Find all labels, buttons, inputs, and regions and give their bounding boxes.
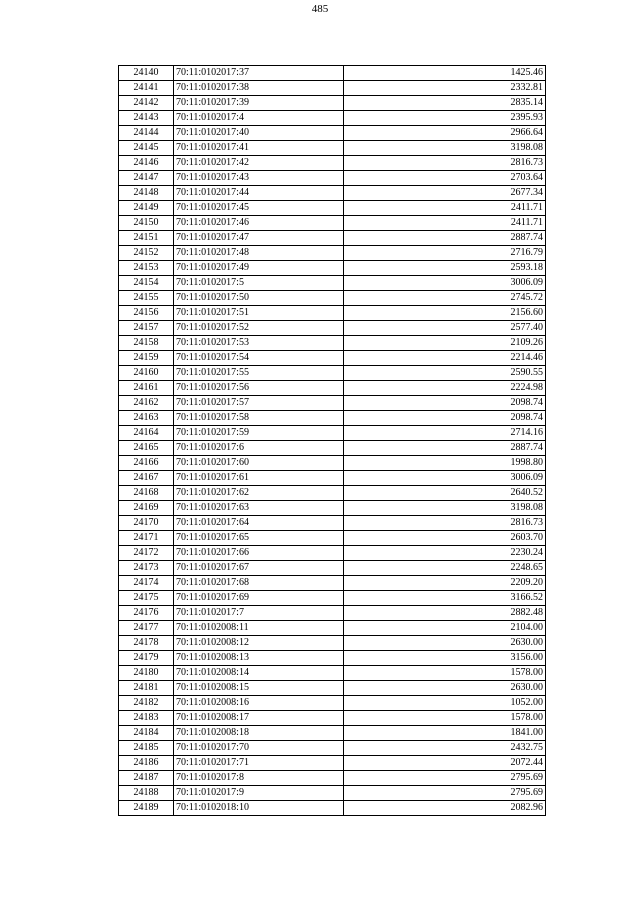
row-number: 24143: [119, 111, 174, 126]
row-number: 24183: [119, 711, 174, 726]
table-row: [119, 456, 546, 471]
table-row: [119, 141, 546, 156]
row-number: 24169: [119, 501, 174, 516]
cadastral-number: 70:11:0102017:58: [174, 411, 344, 426]
table-row: [119, 501, 546, 516]
cadastral-number: 70:11:0102017:70: [174, 741, 344, 756]
cadastral-value: 3198.08: [344, 141, 546, 156]
cadastral-value: 2703.64: [344, 171, 546, 186]
row-number: 24144: [119, 126, 174, 141]
cadastral-number: 70:11:0102017:62: [174, 486, 344, 501]
cadastral-value: 2882.48: [344, 606, 546, 621]
cadastral-value: 2411.71: [344, 216, 546, 231]
cadastral-number: 70:11:0102008:16: [174, 696, 344, 711]
table-row: [119, 201, 546, 216]
cadastral-number: 70:11:0102017:7: [174, 606, 344, 621]
cadastral-value: 2082.96: [344, 801, 546, 816]
cadastral-number: 70:11:0102017:54: [174, 351, 344, 366]
cadastral-value: 3156.00: [344, 651, 546, 666]
table-row: [119, 231, 546, 246]
cadastral-number: 70:11:0102008:12: [174, 636, 344, 651]
table-row: [119, 801, 546, 816]
cadastral-number: 70:11:0102008:13: [174, 651, 344, 666]
table-row: [119, 126, 546, 141]
cadastral-value: 2098.74: [344, 396, 546, 411]
row-number: 24140: [119, 66, 174, 81]
row-number: 24179: [119, 651, 174, 666]
row-number: 24161: [119, 381, 174, 396]
row-number: 24160: [119, 366, 174, 381]
table-row: [119, 786, 546, 801]
row-number: 24182: [119, 696, 174, 711]
cadastral-value: 1998.80: [344, 456, 546, 471]
table-row: [119, 681, 546, 696]
cadastral-value: 2156.60: [344, 306, 546, 321]
table-row: [119, 111, 546, 126]
cadastral-value: 2248.65: [344, 561, 546, 576]
cadastral-value: 2816.73: [344, 516, 546, 531]
table-row: [119, 366, 546, 381]
table-row: [119, 171, 546, 186]
cadastral-number: 70:11:0102017:8: [174, 771, 344, 786]
row-number: 24176: [119, 606, 174, 621]
row-number: 24168: [119, 486, 174, 501]
table-row: [119, 261, 546, 276]
row-number: 24175: [119, 591, 174, 606]
table-row: [119, 561, 546, 576]
cadastral-value: 2104.00: [344, 621, 546, 636]
cadastral-number: 70:11:0102008:15: [174, 681, 344, 696]
row-number: 24155: [119, 291, 174, 306]
table-row: [119, 741, 546, 756]
cadastral-value: 2795.69: [344, 786, 546, 801]
cadastral-value-table: [118, 65, 546, 816]
table-row: [119, 426, 546, 441]
row-number: 24142: [119, 96, 174, 111]
table-row: [119, 216, 546, 231]
table-row: [119, 411, 546, 426]
row-number: 24163: [119, 411, 174, 426]
cadastral-value: 2630.00: [344, 636, 546, 651]
cadastral-value: 2590.55: [344, 366, 546, 381]
row-number: 24170: [119, 516, 174, 531]
cadastral-value: 2716.79: [344, 246, 546, 261]
cadastral-number: 70:11:0102017:47: [174, 231, 344, 246]
cadastral-number: 70:11:0102017:64: [174, 516, 344, 531]
table-row: [119, 96, 546, 111]
row-number: 24165: [119, 441, 174, 456]
table-row: [119, 606, 546, 621]
cadastral-number: 70:11:0102008:11: [174, 621, 344, 636]
row-number: 24145: [119, 141, 174, 156]
table-row: [119, 621, 546, 636]
cadastral-number: 70:11:0102017:66: [174, 546, 344, 561]
cadastral-number: 70:11:0102017:60: [174, 456, 344, 471]
row-number: 24154: [119, 276, 174, 291]
cadastral-number: 70:11:0102017:59: [174, 426, 344, 441]
table-row: [119, 186, 546, 201]
cadastral-value: 2230.24: [344, 546, 546, 561]
cadastral-value: 2432.75: [344, 741, 546, 756]
cadastral-value: 2603.70: [344, 531, 546, 546]
cadastral-number: 70:11:0102017:57: [174, 396, 344, 411]
row-number: 24174: [119, 576, 174, 591]
cadastral-value: 3166.52: [344, 591, 546, 606]
cadastral-value: 2072.44: [344, 756, 546, 771]
cadastral-value: 2677.34: [344, 186, 546, 201]
row-number: 24162: [119, 396, 174, 411]
row-number: 24152: [119, 246, 174, 261]
cadastral-number: 70:11:0102017:43: [174, 171, 344, 186]
row-number: 24167: [119, 471, 174, 486]
cadastral-value: 1578.00: [344, 666, 546, 681]
row-number: 24177: [119, 621, 174, 636]
cadastral-value: 1841.00: [344, 726, 546, 741]
row-number: 24178: [119, 636, 174, 651]
cadastral-number: 70:11:0102017:52: [174, 321, 344, 336]
table-row: [119, 351, 546, 366]
table-row: [119, 666, 546, 681]
cadastral-value: 2816.73: [344, 156, 546, 171]
cadastral-value: 2714.16: [344, 426, 546, 441]
cadastral-number: 70:11:0102008:17: [174, 711, 344, 726]
table-row: [119, 651, 546, 666]
cadastral-number: 70:11:0102017:39: [174, 96, 344, 111]
cadastral-value: 1578.00: [344, 711, 546, 726]
cadastral-value: 2209.20: [344, 576, 546, 591]
cadastral-number: 70:11:0102017:41: [174, 141, 344, 156]
cadastral-number: 70:11:0102017:44: [174, 186, 344, 201]
page-number: 485: [311, 3, 329, 15]
cadastral-value: 2332.81: [344, 81, 546, 96]
table-row: [119, 756, 546, 771]
cadastral-number: 70:11:0102017:55: [174, 366, 344, 381]
row-number: 24141: [119, 81, 174, 96]
cadastral-value: 2630.00: [344, 681, 546, 696]
cadastral-number: 70:11:0102017:40: [174, 126, 344, 141]
row-number: 24173: [119, 561, 174, 576]
cadastral-number: 70:11:0102017:69: [174, 591, 344, 606]
row-number: 24185: [119, 741, 174, 756]
table-row: [119, 591, 546, 606]
cadastral-number: 70:11:0102008:14: [174, 666, 344, 681]
row-number: 24149: [119, 201, 174, 216]
cadastral-number: 70:11:0102018:10: [174, 801, 344, 816]
row-number: 24147: [119, 171, 174, 186]
cadastral-number: 70:11:0102017:50: [174, 291, 344, 306]
cadastral-value: 2214.46: [344, 351, 546, 366]
cadastral-value: 2224.98: [344, 381, 546, 396]
cadastral-number: 70:11:0102017:67: [174, 561, 344, 576]
table-row: [119, 321, 546, 336]
row-number: 24150: [119, 216, 174, 231]
row-number: 24180: [119, 666, 174, 681]
cadastral-number: 70:11:0102017:46: [174, 216, 344, 231]
table-row: [119, 771, 546, 786]
cadastral-value: 2887.74: [344, 231, 546, 246]
cadastral-number: 70:11:0102017:45: [174, 201, 344, 216]
cadastral-value: 2745.72: [344, 291, 546, 306]
table-row: [119, 81, 546, 96]
cadastral-number: 70:11:0102008:18: [174, 726, 344, 741]
row-number: 24188: [119, 786, 174, 801]
table-row: [119, 441, 546, 456]
row-number: 24158: [119, 336, 174, 351]
table-row: [119, 291, 546, 306]
row-number: 24153: [119, 261, 174, 276]
row-number: 24166: [119, 456, 174, 471]
row-number: 24151: [119, 231, 174, 246]
cadastral-number: 70:11:0102017:37: [174, 66, 344, 81]
row-number: 24184: [119, 726, 174, 741]
cadastral-number: 70:11:0102017:56: [174, 381, 344, 396]
table-row: [119, 546, 546, 561]
table-row: [119, 396, 546, 411]
table-row: [119, 276, 546, 291]
cadastral-number: 70:11:0102017:5: [174, 276, 344, 291]
table-row: [119, 381, 546, 396]
cadastral-value: 2577.40: [344, 321, 546, 336]
row-number: 24159: [119, 351, 174, 366]
cadastral-value: 2395.93: [344, 111, 546, 126]
table-row: [119, 516, 546, 531]
cadastral-number: 70:11:0102017:48: [174, 246, 344, 261]
cadastral-number: 70:11:0102017:42: [174, 156, 344, 171]
cadastral-value: 2109.26: [344, 336, 546, 351]
cadastral-value: 2098.74: [344, 411, 546, 426]
table-row: [119, 246, 546, 261]
row-number: 24186: [119, 756, 174, 771]
cadastral-number: 70:11:0102017:68: [174, 576, 344, 591]
table-row: [119, 471, 546, 486]
table-row: [119, 636, 546, 651]
cadastral-value: 2411.71: [344, 201, 546, 216]
row-number: 24181: [119, 681, 174, 696]
cadastral-value: 3198.08: [344, 501, 546, 516]
cadastral-number: 70:11:0102017:61: [174, 471, 344, 486]
cadastral-value: 1052.00: [344, 696, 546, 711]
table-row: [119, 711, 546, 726]
cadastral-value: 3006.09: [344, 276, 546, 291]
cadastral-value: 2795.69: [344, 771, 546, 786]
cadastral-number: 70:11:0102017:6: [174, 441, 344, 456]
cadastral-value: 2835.14: [344, 96, 546, 111]
cadastral-value: 2966.64: [344, 126, 546, 141]
row-number: 24164: [119, 426, 174, 441]
row-number: 24187: [119, 771, 174, 786]
cadastral-number: 70:11:0102017:49: [174, 261, 344, 276]
row-number: 24157: [119, 321, 174, 336]
table-row: [119, 696, 546, 711]
cadastral-value: 2593.18: [344, 261, 546, 276]
table-row: [119, 306, 546, 321]
cadastral-value: 2640.52: [344, 486, 546, 501]
cadastral-number: 70:11:0102017:4: [174, 111, 344, 126]
cadastral-number: 70:11:0102017:63: [174, 501, 344, 516]
table-row: [119, 486, 546, 501]
cadastral-value: 1425.46: [344, 66, 546, 81]
table-body: [119, 66, 546, 816]
cadastral-value: 3006.09: [344, 471, 546, 486]
cadastral-number: 70:11:0102017:71: [174, 756, 344, 771]
cadastral-value: 2887.74: [344, 441, 546, 456]
row-number: 24156: [119, 306, 174, 321]
cadastral-number: 70:11:0102017:51: [174, 306, 344, 321]
row-number: 24172: [119, 546, 174, 561]
table-row: [119, 531, 546, 546]
row-number: 24148: [119, 186, 174, 201]
cadastral-number: 70:11:0102017:9: [174, 786, 344, 801]
cadastral-number: 70:11:0102017:53: [174, 336, 344, 351]
table-row: [119, 726, 546, 741]
cadastral-number: 70:11:0102017:65: [174, 531, 344, 546]
cadastral-number: 70:11:0102017:38: [174, 81, 344, 96]
table-row: [119, 156, 546, 171]
table-row: [119, 336, 546, 351]
table-row: [119, 576, 546, 591]
table-row: [119, 66, 546, 81]
row-number: 24146: [119, 156, 174, 171]
row-number: 24171: [119, 531, 174, 546]
row-number: 24189: [119, 801, 174, 816]
